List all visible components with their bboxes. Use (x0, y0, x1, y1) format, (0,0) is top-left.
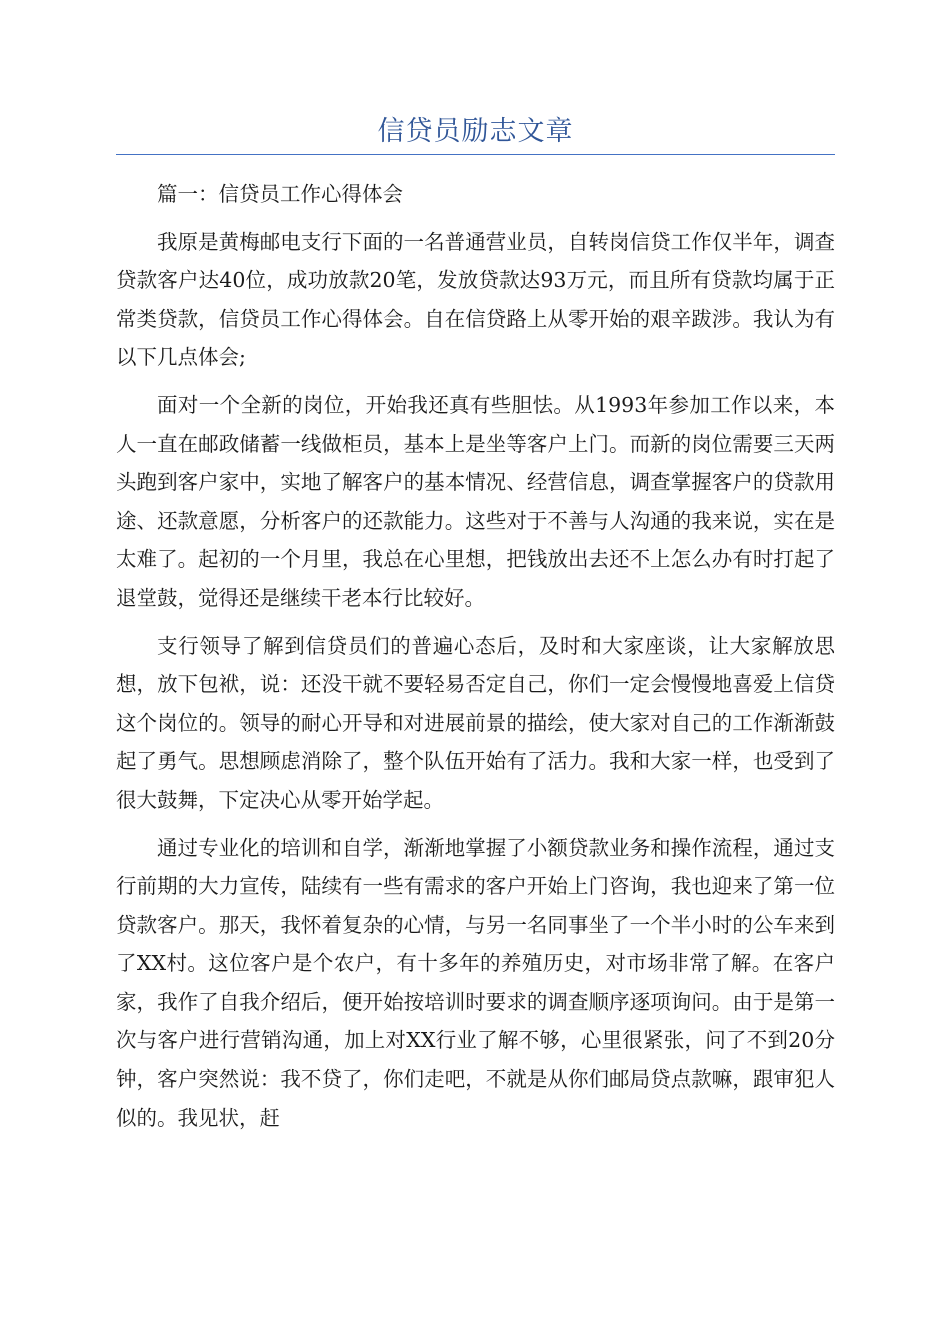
paragraph: 通过专业化的培训和自学，渐渐地掌握了小额贷款业务和操作流程，通过支行前期的大力宣传，陆续有一些有需求的客户开始上门咨询，我也迎来了第一位贷款客户。那天，我怀着复杂的心情，与另一名同事坐了一个半小时的公车来到了XX村。这位客户是个农户，有十多年的养殖历史，对市场非常了解。在客户家，我作了自我介绍后，便开始按培训时要求的调查顺序逐项询问。由于是第一次与客户进行营销沟通，加上对XX行业了解不够，心里很紧张，问了不到20分钟，客户突然说：我不贷了，你们走吧，不就是从你们邮局贷点款嘛，跟审犯人似的。我见状，赶 (116, 835, 835, 1130)
paragraph: 我原是黄梅邮电支行下面的一名普通营业员，自转岗信贷工作仅半年，调查贷款客户达40位，成功放款20笔，发放贷款达93万元，而且所有贷款均属于正常类贷款，信贷员工作心得体会。自在信贷路上从零开始的艰辛跋涉。我认为有以下几点体会; (116, 229, 835, 370)
document-body (116, 175, 835, 1146)
paragraph: 面对一个全新的岗位，开始我还真有些胆怯。从1993年参加工作以来，本人一直在邮政储蓄一线做柜员，基本上是坐等客户上门。而新的岗位需要三天两头跑到客户家中，实地了解客户的基本情况、经营信息，调查掌握客户的贷款用途、还款意愿，分析客户的还款能力。这些对于不善与人沟通的我来说，实在是太难了。起初的一个月里，我总在心里想，把钱放出去还不上怎么办有时打起了退堂鼓，觉得还是继续干老本行比较好。 (116, 392, 835, 610)
paragraph: 支行领导了解到信贷员们的普遍心态后，及时和大家座谈，让大家解放思想，放下包袱，说：还没干就不要轻易否定自己，你们一定会慢慢地喜爱上信贷这个岗位的。领导的耐心开导和对进展前景的描绘，使大家对自己的工作渐渐鼓起了勇气。思想顾虑消除了，整个队伍开始有了活力。我和大家一样，也受到了很大鼓舞，下定决心从零开始学起。 (116, 633, 835, 812)
document-title: 信贷员励志文章 (377, 116, 574, 147)
section-heading: 篇一：信贷员工作心得体会 (157, 182, 403, 206)
title-underline (116, 154, 835, 155)
